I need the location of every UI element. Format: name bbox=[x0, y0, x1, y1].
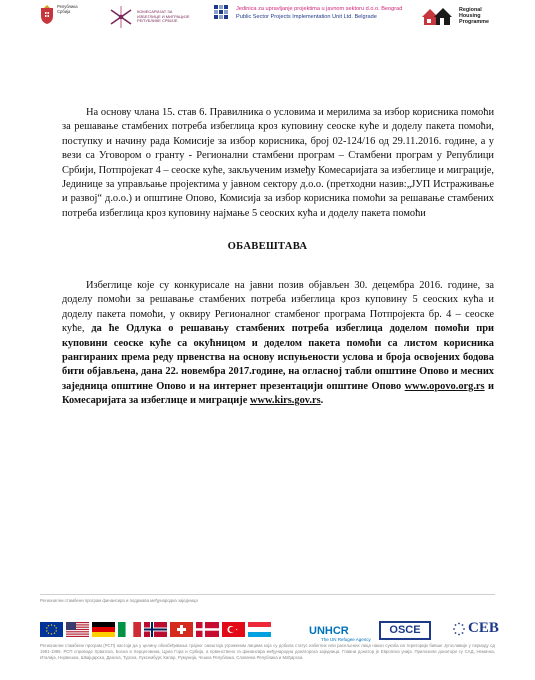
usa-flag-icon bbox=[66, 622, 89, 637]
rhp-houses-icon bbox=[421, 6, 455, 26]
switzerland-flag-icon bbox=[170, 622, 193, 637]
rhp-line3: Programme bbox=[459, 19, 489, 26]
kirs-link[interactable]: www.kirs.gov.rs bbox=[249, 395, 321, 407]
header-logos bbox=[0, 0, 535, 40]
notice-bold-mid: и Комесаријата за избеглице и миграције bbox=[62, 380, 494, 407]
serbia-logo bbox=[40, 5, 78, 25]
srb-line2: Србија bbox=[57, 8, 71, 14]
footer-caption: Регионални стамбени програм финансира и подржава међународна заједница bbox=[40, 598, 198, 603]
footer-description: Регионални стамбени програм (РСП) настоји да у целину обезбеђивања трајног смештаја угроженим лицима која су добила статус избеглих или расељених лица након сукоба на територији бивше Југославије у периоду од 1991-1995. РСП спроводе Хрватска, Босна и Херцеговина, Црна Гора и Србија, а првенствено га финансира међународна донаторска заједница. Главни донатор је Европска унија. Прилозили донатори су САД, Немачка, Италија, Норвешка, Швајцарска, Данска, Турска, Луксембург, Кипар, Румунија, Чешка Република, Словачка Република и Мађарска. bbox=[40, 643, 495, 660]
kirs-line3: РЕПУБЛИКЕ СРБИЈЕ bbox=[137, 18, 178, 24]
ceb-text: CEB bbox=[468, 620, 499, 636]
intro-paragraph: На основу члана 15. став 6. Правилника о условима и мерилима за избор корисника помоћи за решавање стамбених потреба избеглица кроз куповину сеоске куће и доделу пакета помоћи, поступку и начину рада Комисије за избор корисника, број 02-124/16 од 29.11.2016. године, а у вези са Уговором о гранту - Регионални стамбени програм – Стамбени програм у Републици Србији, Потпројекат 4 – сеоске куће, закљученим између Комесаријата за избеглице и миграције, Јединице за управљање пројектима у јавном сектору д.о.о. (претходни назив:„ЈУП Истраживање и развој“ д.о.о.) и општине Опово, Комисија за избор корисника помоћи за решавање стамбених потреба избеглица кроз куповину најмање 5 сеоских кућа и доделу пакета помоћи bbox=[62, 107, 494, 219]
unhcr-logo bbox=[309, 621, 371, 642]
srb-line1: Република bbox=[57, 4, 78, 9]
osce-logo: OSCE bbox=[379, 621, 431, 640]
piu-line2: Public Sector Projects Implementation Unit Ltd. Belgrade bbox=[236, 14, 377, 20]
ceb-stars-icon bbox=[452, 622, 466, 636]
donor-flags bbox=[40, 619, 271, 639]
kirs-emblem-icon bbox=[108, 4, 134, 30]
norway-flag-icon bbox=[144, 622, 167, 637]
kirs-line1: КОМЕСАРИЈАТ ЗА bbox=[137, 9, 173, 15]
notice-bold-text: да ће Одлука о решавању стамбених потреба избеглица доделом помоћи при куповини сеоске куће са окућницом и доделом пакета помоћи са листом корисника рангираних према реду првенства на основу испуњености услова и броја освојених бодова бити објављена, дана 22. новембра 2017.године, на огласној табли општине Опово и месних заједница општине Опово и на интернет презентацији општине Опово bbox=[62, 323, 495, 392]
italy-flag-icon bbox=[118, 622, 141, 637]
piu-line1: Jedinica za upravljanje projektima u javnom sektoru d.o.o. Beograd bbox=[236, 6, 403, 12]
opovo-link[interactable]: www.opovo.org.rs bbox=[404, 380, 485, 392]
rhp-line1: Regional bbox=[459, 6, 482, 13]
footer-divider bbox=[40, 594, 495, 595]
notice-bold-end: . bbox=[320, 395, 324, 407]
denmark-flag-icon bbox=[196, 622, 219, 637]
document-heading: ОБАВЕШТАВА bbox=[227, 241, 308, 252]
piu-grid-icon bbox=[214, 5, 232, 21]
rhp-logo bbox=[421, 6, 489, 26]
intro-section bbox=[62, 106, 494, 221]
kirs-logo bbox=[108, 4, 190, 30]
unhcr-name: UNHCR bbox=[309, 625, 349, 637]
turkey-flag-icon bbox=[222, 622, 245, 637]
luxembourg-flag-icon bbox=[248, 622, 271, 637]
notice-plain-text: Избеглице које су конкурисале на јавни позив објављен 30. децембра 2016. године, за доделу помоћи за решавање стамбених потреба избеглица кроз куповину 5 сеоских кућа и доделу пакета помоћи, у оквиру Регионалног стамбеног програма Потпројекта бр. 4 – сеоске куће, bbox=[62, 280, 494, 335]
kirs-line2: ИЗБЕГЛИЦЕ И МИГРАЦИЈЕ bbox=[137, 13, 190, 19]
unhcr-subtitle: The UN Refugee Agency bbox=[321, 637, 371, 642]
eu-flag-icon bbox=[40, 622, 63, 637]
notice-section bbox=[62, 279, 494, 409]
serbia-coat-of-arms-icon bbox=[40, 5, 54, 25]
piu-logo bbox=[214, 5, 402, 21]
rhp-line2: Housing bbox=[459, 12, 481, 19]
germany-flag-icon bbox=[92, 622, 115, 637]
notice-paragraph bbox=[62, 279, 494, 409]
ceb-logo bbox=[452, 620, 499, 637]
